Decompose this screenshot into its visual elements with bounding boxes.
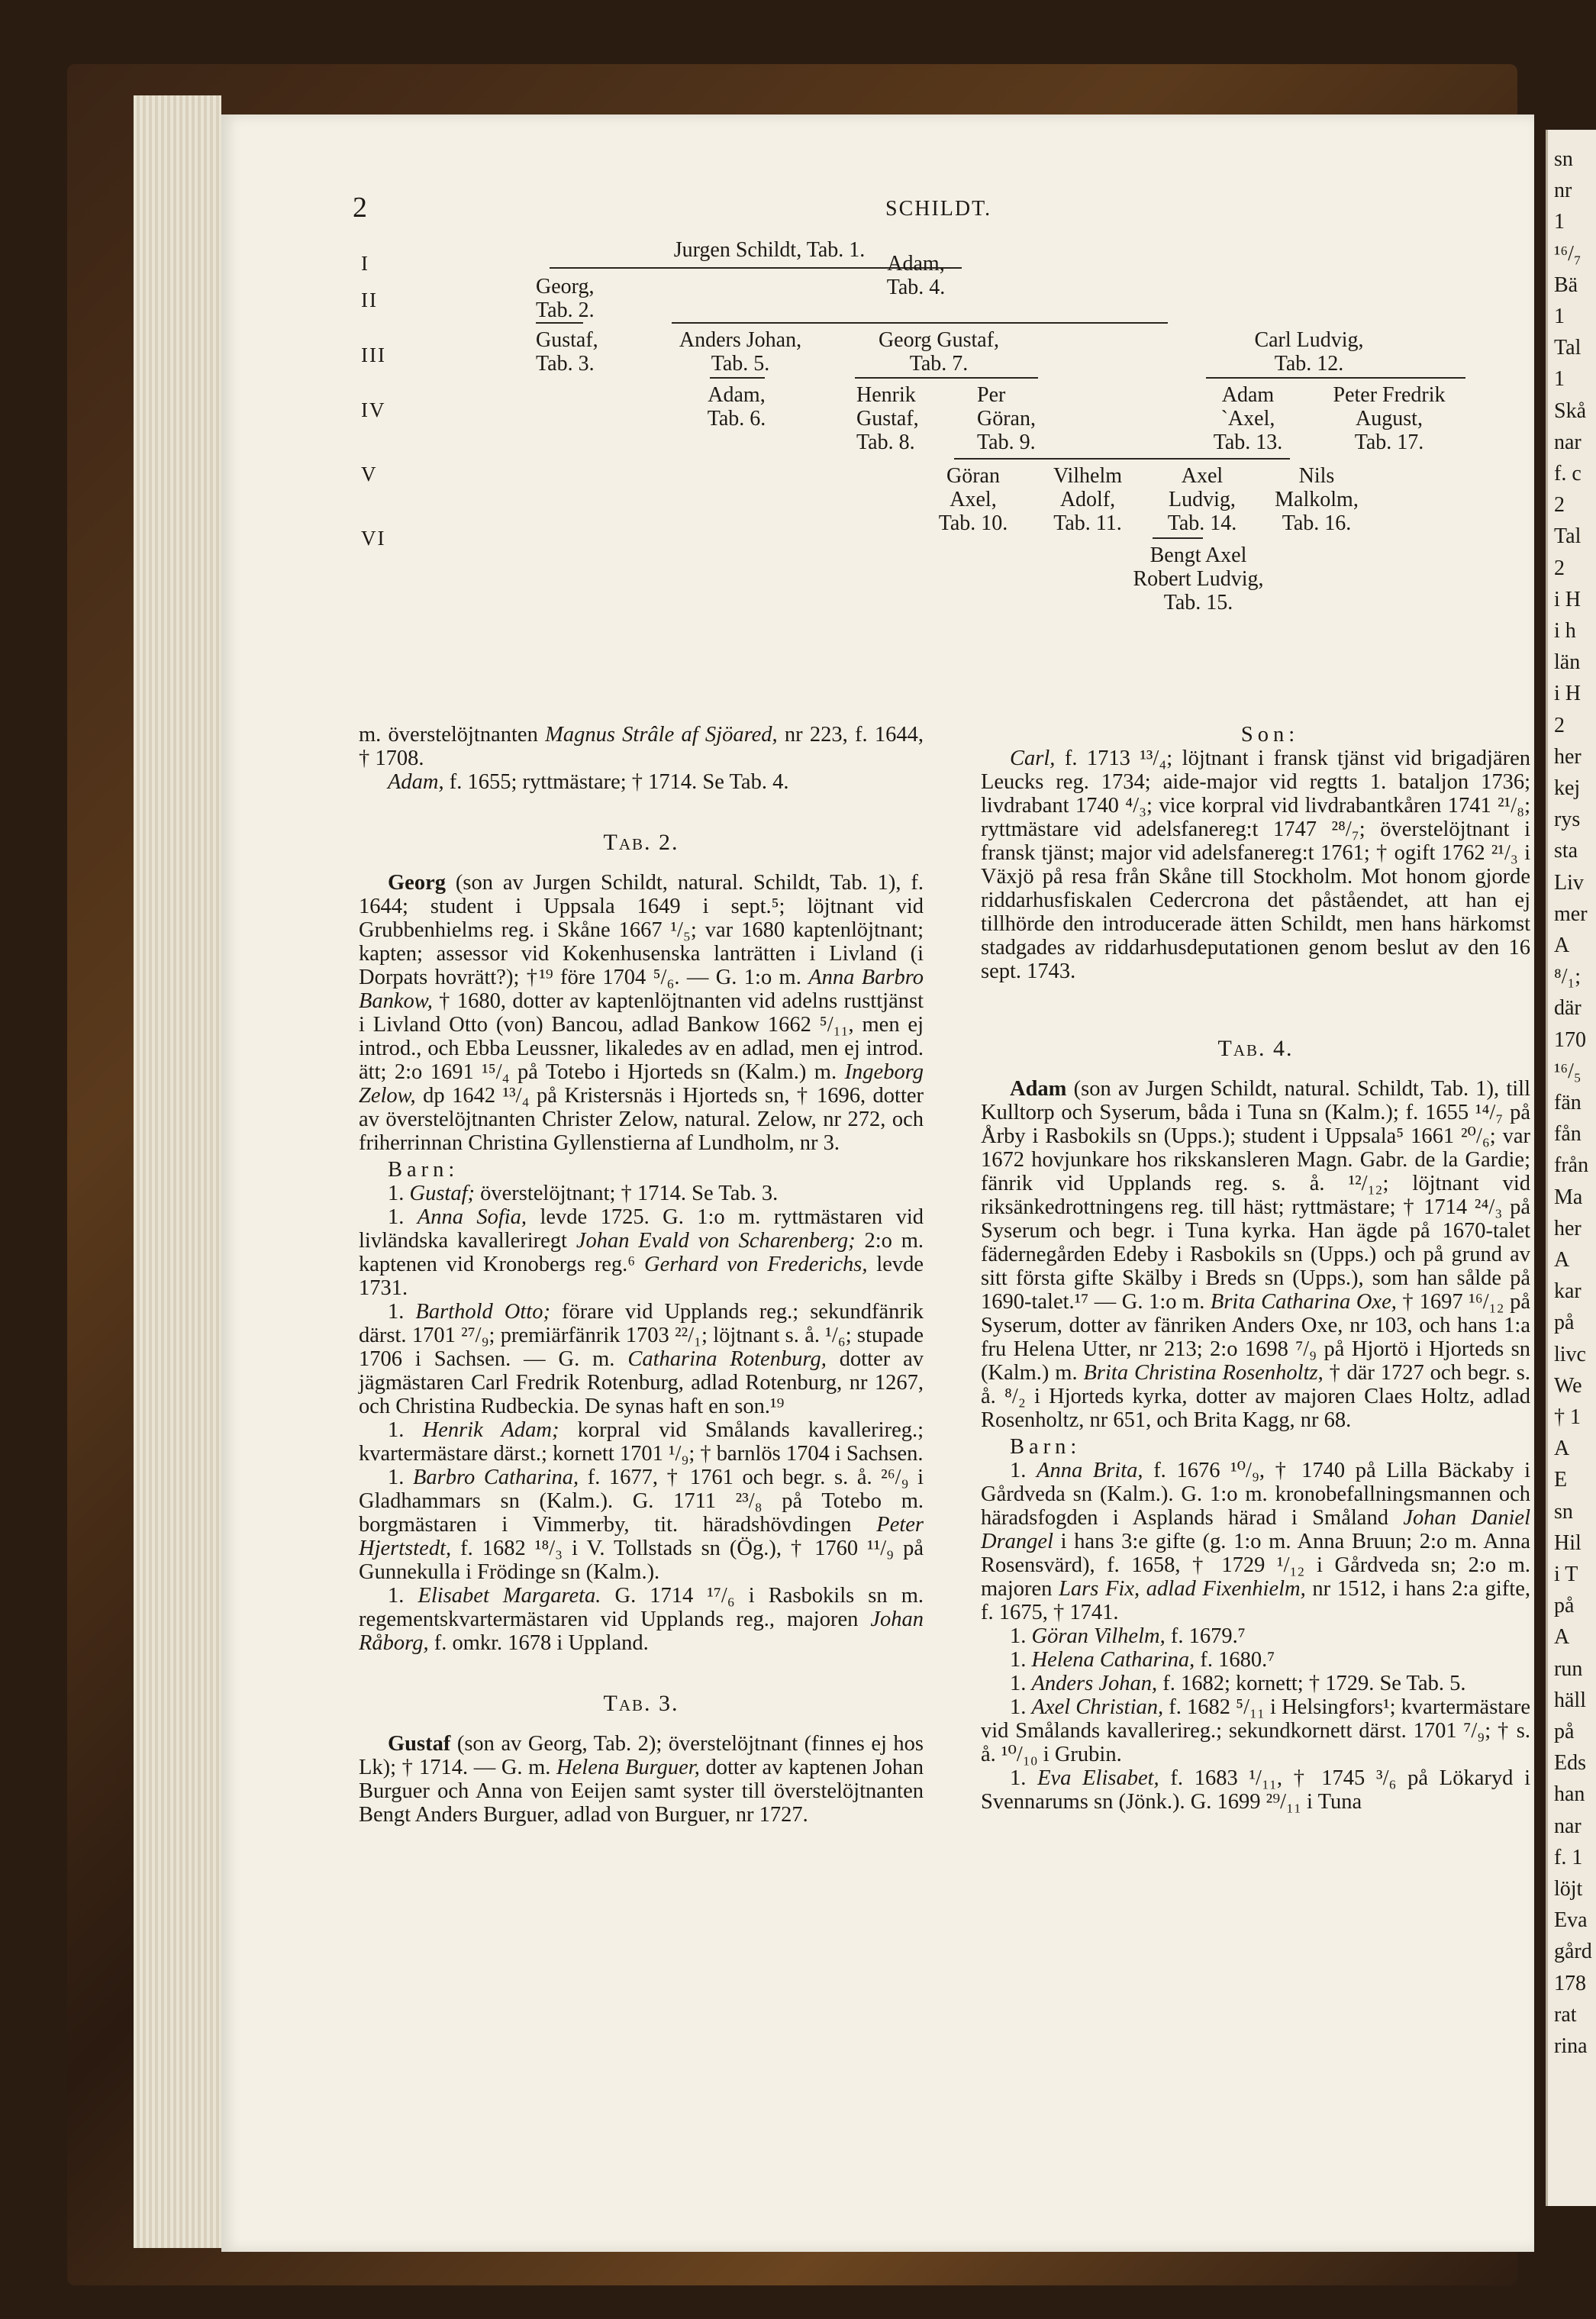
tree-node-adam-6: Adam, Tab. 6. <box>707 383 766 431</box>
next-page-fragment: Eva <box>1554 1908 1588 1933</box>
next-page-fragment: E <box>1554 1468 1568 1492</box>
tree-bracket <box>536 322 583 324</box>
tree-node-jurgen: Jurgen Schildt, Tab. 1. <box>673 238 866 262</box>
child-entry: 1. Anna Brita, f. 1676 ¹⁰/₉, † 1740 på Lilla Bäckaby i Gårdveda sn (Kalm.). G. 1:o m. kronobefallningsmannen och häradsfogden i Asplands härad i Småland Johan Daniel Drangel i hans 3:e gifte (g. 1:o m. Anna Bruun; 2:o m. Anna Rosensvärd), f. 1658, † 1729 ¹/₁₂ i Gårdveda sn; 2:o m. majoren Lars Fix, adlad Fixenhielm, nr 1512, i hans 2:a gifte, f. 1675, † 1741. <box>981 1459 1531 1624</box>
next-page-fragment: 2 <box>1554 713 1565 737</box>
son-label: Son: <box>1240 723 1300 747</box>
generation-label: VI <box>361 527 386 550</box>
tree-node-adam-axel: Adam `Axel, Tab. 13. <box>1213 383 1283 454</box>
next-page-fragment: gård <box>1554 1940 1592 1964</box>
child-entry: 1. Elisabet Margareta. G. 1714 ¹⁷/₆ i Rasbokils sn m. regementskvartermästaren vid Upplands reg., majoren Johan Råborg, f. omkr. 1678 i Uppland. <box>359 1584 924 1655</box>
tree-bracket <box>954 458 1290 460</box>
next-page-fragment: rys <box>1554 808 1581 832</box>
next-page-fragment: Ma <box>1554 1185 1583 1209</box>
next-page-fragment: kej <box>1554 776 1581 800</box>
tree-bracket <box>1153 537 1203 539</box>
next-page-fragment: 1 <box>1554 210 1565 234</box>
next-page-fragment: livc <box>1554 1342 1586 1366</box>
tree-node-adam: Adam, Tab. 4. <box>886 252 946 299</box>
tree-node-carl-ludvig: Carl Ludvig, Tab. 12. <box>1254 328 1364 376</box>
next-page-fragment: mer <box>1554 901 1588 926</box>
tree-node-goran-axel: Göran Axel, Tab. 10. <box>938 464 1008 535</box>
children-label: Barn: <box>388 1158 459 1182</box>
child-entry: 1. Göran Vilhelm, f. 1679.⁷ <box>1010 1624 1246 1648</box>
child-entry: 1. Gustaf; överstelöjtnant; † 1714. Se Tab. 3. <box>388 1182 779 1205</box>
next-page-fragment: † 1 <box>1554 1405 1581 1429</box>
next-page-fragment: nar <box>1554 1814 1581 1838</box>
next-page-fragment: f. c <box>1554 462 1581 485</box>
next-page-fragment: sn <box>1554 1499 1573 1524</box>
children-label: Barn: <box>1010 1435 1082 1459</box>
next-page-fragment: rina <box>1554 2034 1588 2058</box>
tree-bracket <box>672 322 1168 324</box>
next-page-fragment: 1 <box>1554 305 1565 328</box>
next-page-fragment: Bä <box>1554 273 1578 297</box>
next-page-fragment: nr <box>1554 179 1572 203</box>
tree-node-henrik: Henrik Gustaf, Tab. 8. <box>856 383 919 454</box>
tree-bracket <box>1206 377 1465 379</box>
next-page-fragment: We <box>1554 1373 1582 1398</box>
child-entry: 1. Barthold Otto; förare vid Upplands reg.; sekundfänrik därst. 1701 ²⁷/₉; premiärfänrik 1703 ²²/₁; löjtnant s. å. ¹/₆; stupade 1706 i Sachsen. — G. m. Catharina Rotenburg, dotter av jägmästaren Carl Fredrik Rotenburg, adlad Rotenburg, nr 1267, och Christina Rudbeckia. De synas haft en son.¹⁹ <box>359 1300 924 1418</box>
next-page-fragment: A <box>1554 934 1570 957</box>
paragraph: Gustaf (son av Georg, Tab. 2); överstelöjtnant (finnes ej hos Lk); † 1714. — G. m. Helena Burguer, dotter av kaptenen Johan Burguer och Anna von Eeijen samt syster till överstelöjtnanten Bengt Anders Burguer, adlad von Burguer, nr 1727. <box>359 1732 924 1827</box>
next-page-fragment: i h <box>1554 619 1576 643</box>
section-heading-tab-3: Tab. 3. <box>603 1691 679 1716</box>
tree-node-georg-gustaf: Georg Gustaf, Tab. 7. <box>878 328 1000 376</box>
paragraph: Georg (son av Jurgen Schildt, natural. Schildt, Tab. 1), f. 1644; student i Uppsala 1649 i sept.⁵; löjtnant vid Grubbenhielms reg. i Skåne 1667 ¹/₅; var 1680 kaptenlöjtnant; kapten; assessor vid Kokenhusenska lanträtten i Livland (i Dorpats hovrätt?); †¹⁹ före 1704 ⁵/₆. — G. 1:o m. Anna Barbro Bankow, † 1680, dotter av kaptenlöjtnanten vid adelns rusttjänst i Livland Otto (von) Bancou, adlad Bankow 1662 ⁵/₁₁, men ej introd., och Ebba Leussner, likaledes av en adlad, men ej introd. ätt; 2:o 1691 ¹⁵/₄ på Totebo i Hjorteds sn (Kalm.) m. Ingeborg Zelow, dp 1642 ¹³/₄ på Kristersnäs i Hjorteds sn, † 1696, dotter av överstelöjtnanten Christer Zelow, natural. Zelow, nr 272, och friherrinnan Christina Gyllenstierna af Lundholm, nr 3. <box>359 871 924 1155</box>
right-column <box>981 723 1530 1814</box>
next-page-fragment: her <box>1554 744 1581 769</box>
next-page-fragment: från <box>1554 1153 1589 1178</box>
next-page-fragment: löjt <box>1554 1877 1583 1901</box>
next-page-fragment: kar <box>1554 1279 1581 1304</box>
section-heading-tab-2: Tab. 2. <box>603 830 679 855</box>
generation-label: III <box>361 343 386 366</box>
next-page-fragment: 2 <box>1554 493 1565 518</box>
left-column <box>359 723 924 1827</box>
paragraph: Adam, f. 1655; ryttmästare; † 1714. Se Tab. 4. <box>388 770 789 794</box>
next-page-fragment: i H <box>1554 587 1581 611</box>
generation-label: II <box>361 289 378 311</box>
next-page-edge <box>1546 130 1596 2206</box>
generation-label: V <box>361 463 378 485</box>
next-page-fragment: sn <box>1554 147 1573 171</box>
tree-bracket <box>855 377 1038 379</box>
next-page-fragment: 170 <box>1554 1027 1586 1052</box>
next-page-fragment: häll <box>1554 1688 1586 1712</box>
next-page-fragment: i H <box>1554 682 1581 706</box>
tree-node-nils: Nils Malkolm, Tab. 16. <box>1275 464 1359 535</box>
next-page-fragment: Tal <box>1554 524 1581 549</box>
next-page-fragment: ¹⁶/₅ <box>1554 1059 1581 1083</box>
child-entry: 1. Anders Johan, f. 1682; kornett; † 1729. Se Tab. 5. <box>1010 1672 1466 1695</box>
next-page-fragment: Tal <box>1554 336 1581 360</box>
next-page-fragment: f. 1 <box>1554 1845 1583 1869</box>
next-page-fragment: run <box>1554 1656 1583 1681</box>
paragraph: Carl, f. 1713 ¹³/₄; löjtnant i fransk tjänst vid brigadjären Leucks reg. 1734; aide-major vid regtts 1. bataljon 1736; livdrabant 1740 ⁴/₃; vice korpral vid livdrabantkåren 1741 ²¹/₈; ryttmästare vid adelsfanereg:t 1747 ²⁸/₇; överstelöjtnant i fransk tjänst; major vid adelsfanereg:t 1761; † ogift 1762 ²¹/₃ i Växjö på resa från Skåne till Stockholm. Mot honom gjorde riddarhusfiskalen Cedercrona det påståendet, att han ej tillhörde den introducerade ätten Schildt, men hans härkomst stadgades av riddarhusdeputationen genom beslut av den 16 sept. 1743. <box>981 747 1530 983</box>
next-page-fragment: på <box>1554 1720 1575 1743</box>
next-page-fragment: ¹⁶/₇ <box>1554 241 1581 266</box>
next-page-fragment: Hil <box>1554 1530 1581 1555</box>
next-page-fragment: A <box>1554 1437 1570 1461</box>
tree-node-axel-ludvig: Axel Ludvig, Tab. 14. <box>1167 464 1237 535</box>
next-page-fragment: 1 <box>1554 367 1565 392</box>
child-entry: 1. Barbro Catharina, f. 1677, † 1761 och begr. s. å. ²⁶/₉ i Gladhammars sn (Kalm.). G. 1711 ²³/₈ på Totebo m. borgmästaren i Vimmerby, tit. häradshövdingen Peter Hjertstedt, f. 1682 ¹⁸/₃ i V. Tollstads sn (Ög.), † 1760 ¹¹/₉ på Gunnekulla i Frödinge sn (Kalm.). <box>359 1466 924 1584</box>
child-entry: 1. Eva Elisabet, f. 1683 ¹/₁₁, † 1745 ³/₆ på Lökaryd i Svennarums sn (Jönk.). G. 1699 ²⁹/₁₁ i Tuna <box>981 1766 1530 1814</box>
next-page-fragment: Eds <box>1554 1751 1586 1776</box>
next-page-fragment: fån <box>1554 1122 1581 1147</box>
child-entry: 1. Anna Sofia, levde 1725. G. 1:o m. ryttmästaren vid livländska kavalleriregt Johan Evald von Scharenberg; 2:o m. kaptenen vid Kronobergs reg.⁶ Gerhard von Frederichs, levde 1731. <box>359 1205 924 1300</box>
tree-node-gustaf: Gustaf, Tab. 3. <box>536 328 598 376</box>
next-page-fragment: nar <box>1554 430 1581 454</box>
tree-node-peter-fredrik: Peter Fredrik August, Tab. 17. <box>1333 383 1446 454</box>
page-title: SCHILDT. <box>885 197 992 221</box>
next-page-fragment: rat <box>1554 2002 1577 2027</box>
running-header <box>221 191 1534 224</box>
next-page-fragment: Skå <box>1554 398 1586 423</box>
book-page <box>221 114 1534 2252</box>
next-page-fragment: i T <box>1554 1563 1578 1586</box>
next-page-fragment: her <box>1554 1216 1581 1240</box>
generation-label: I <box>361 252 369 275</box>
next-page-fragment: Liv <box>1554 870 1584 895</box>
family-tree <box>221 238 1534 679</box>
tree-node-vilhelm: Vilhelm Adolf, Tab. 11. <box>1053 464 1123 535</box>
tree-node-anders-johan: Anders Johan, Tab. 5. <box>679 328 802 376</box>
next-page-fragment: A <box>1554 1625 1570 1650</box>
page-edges <box>134 95 221 2248</box>
generation-label: IV <box>361 398 386 421</box>
next-page-fragment: på <box>1554 1311 1575 1335</box>
next-page-fragment: på <box>1554 1594 1575 1618</box>
next-page-fragment: 2 <box>1554 556 1565 580</box>
paragraph: m. överstelöjtnanten Magnus Strâle af Sjöared, nr 223, f. 1644, † 1708. <box>359 723 924 770</box>
section-heading-tab-4: Tab. 4. <box>1217 1036 1294 1061</box>
next-page-fragment: sta <box>1554 839 1578 863</box>
next-page-fragment: ⁸/₁; <box>1554 965 1581 989</box>
child-entry: 1. Helena Catharina, f. 1680.⁷ <box>1010 1648 1275 1672</box>
tree-bracket <box>710 377 765 379</box>
next-page-fragment: där <box>1554 996 1581 1021</box>
tree-node-per: Per Göran, Tab. 9. <box>977 383 1036 454</box>
tree-node-bengt: Bengt Axel Robert Ludvig, Tab. 15. <box>1133 543 1264 614</box>
child-entry: 1. Axel Christian, f. 1682 ⁵/₁₁ i Helsingfors¹; kvartermästare vid Smålands kavallerireg.; sekundkornett därst. 1701 ⁷/₉; † s. å. ¹⁰/₁₀ i Grubin. <box>981 1695 1531 1766</box>
next-page-fragment: A <box>1554 1248 1570 1272</box>
child-entry: 1. Henrik Adam; korpral vid Smålands kavallerireg.; kvartermästare därst.; kornett 1701 ¹/₉; † barnlös 1704 i Sachsen. <box>359 1418 924 1466</box>
tree-node-georg: Georg, Tab. 2. <box>536 275 595 322</box>
paragraph: Adam (son av Jurgen Schildt, natural. Schildt, Tab. 1), till Kulltorp och Syserum, båda i Tuna sn (Kalm.); f. 1655 ¹⁴/₇ på Årby i Rasbokils sn (Upps.); student i Uppsala⁵ 1661 ²⁰/₆; var 1672 hovjunkare hos rikskansleren Magn. Gabr. de la Gardie; fänrik vid Upplands reg. s. å. ¹²/₁₂; löjtnant vid riksänkedrottningens reg. till häst; ryttmästare; † 1714 ²⁴/₃ på Syserum och begr. i Tuna kyrka. Han ägde på 1670-talet fädernegården Edeby i Rasbokils sn (Upps.) och på grund av sitt första gifte Skälby i Breds sn (Upps.), som han sålde på 1690-talet.¹⁷ — G. 1:o m. Brita Catharina Oxe, † 1697 ¹⁶/₁₂ på Syserum, dotter av fänriken Anders Oxe, nr 103, och hans 1:a fru Helena Utter, nr 213; 2:o 1698 ⁷/₉ på Hjortö i Hjorteds sn (Kalm.) m. Brita Christina Rosenholtz, † där 1727 och begr. s. å. ⁸/₂ i Hjorteds kyrka, dotter av majoren Claes Holtz, adlad Rosenholtz, nr 651, och Brita Kagg, nr 68. <box>981 1077 1530 1432</box>
next-page-fragment: han <box>1554 1782 1585 1807</box>
next-page-fragment: län <box>1554 650 1581 675</box>
next-page-fragment: fän <box>1554 1091 1581 1114</box>
page-number: 2 <box>353 192 367 224</box>
next-page-fragment: 178 <box>1554 1971 1586 1995</box>
